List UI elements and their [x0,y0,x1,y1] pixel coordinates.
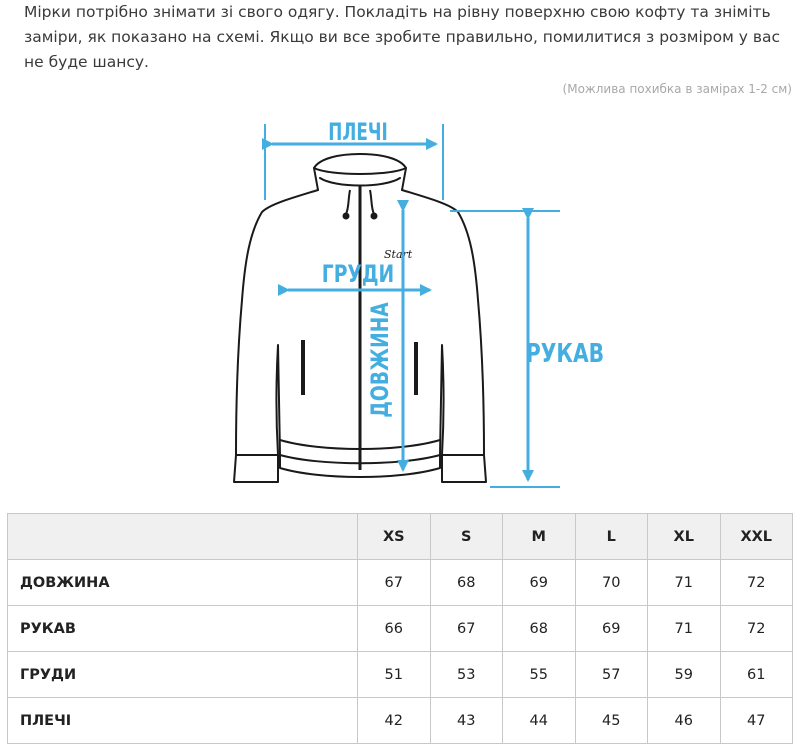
table-cell: 45 [575,698,648,744]
label-chest: ГРУДИ [321,260,395,289]
intro-text: Мірки потрібно знімати зі свого одягу. Покладіть на рівну поверхню свою кофту та зніміть заміри, як показано на схемі. Якщо ви все зробите правильно, помилитися з розміром у вас не буде шансу. [24,3,780,71]
row-label: РУКАВ [8,606,358,652]
table-cell: 69 [575,606,648,652]
label-shoulders: ПЛЕЧІ [328,118,388,147]
table-cell: 46 [648,698,721,744]
table-cell: 51 [358,652,431,698]
table-cell: 61 [720,652,793,698]
row-label: ДОВЖИНА [8,560,358,606]
table-cell: 70 [575,560,648,606]
table-row [8,698,793,744]
table-cell: 59 [648,652,721,698]
table-cell: 71 [648,560,721,606]
row-label: ПЛЕЧІ [8,698,358,744]
logo-text: Start [384,248,413,261]
table-cell: 43 [430,698,503,744]
table-cell: 68 [430,560,503,606]
table-cell: 68 [503,606,576,652]
size-header-s: S [430,514,503,560]
label-length: ДОВЖИНА [366,302,395,418]
table-cell: 67 [430,606,503,652]
table-cell: 53 [430,652,503,698]
label-sleeve: РУКАВ [525,338,605,369]
table-cell: 55 [503,652,576,698]
table-cell: 47 [720,698,793,744]
error-note: (Можлива похибка в замірах 1-2 см) [562,82,792,96]
table-cell: 44 [503,698,576,744]
jacket-measurement-diagram [200,108,630,504]
size-header-row [8,514,793,560]
size-chart-table [7,513,793,744]
table-cell: 72 [720,606,793,652]
table-row [8,560,793,606]
table-cell: 72 [720,560,793,606]
row-label: ГРУДИ [8,652,358,698]
size-header-l: L [575,514,648,560]
size-header-xl: XL [648,514,721,560]
size-header-xs: XS [358,514,431,560]
size-header-m: M [503,514,576,560]
table-row [8,606,793,652]
table-cell: 66 [358,606,431,652]
table-cell: 57 [575,652,648,698]
corner-cell [8,514,358,560]
table-cell: 67 [358,560,431,606]
table-row [8,652,793,698]
table-cell: 42 [358,698,431,744]
table-cell: 69 [503,560,576,606]
table-cell: 71 [648,606,721,652]
size-header-xxl: XXL [720,514,793,560]
